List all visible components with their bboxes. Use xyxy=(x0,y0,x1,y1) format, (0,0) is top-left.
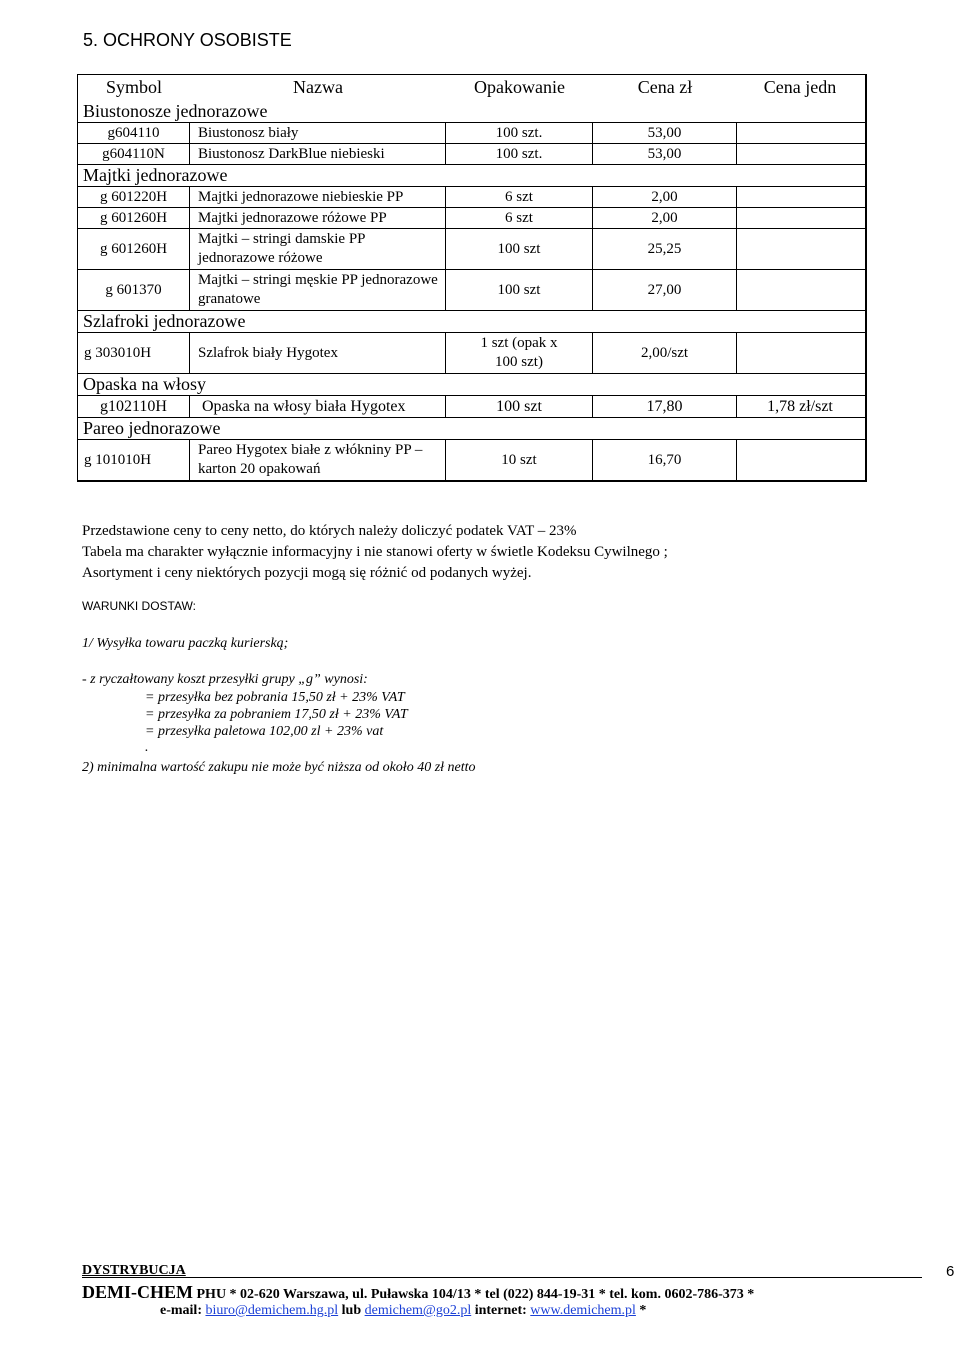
delivery-terms-title: WARUNKI DOSTAW: xyxy=(82,599,196,613)
note-assortment: Asortyment i ceny niektórych pozycji mogą się różnić od podanych wyżej. xyxy=(82,565,532,581)
cell-price: 53,00 xyxy=(593,123,737,143)
header-symbol: Symbol xyxy=(105,77,162,97)
cell-pack: 1 szt (opak x 100 szt) xyxy=(446,333,593,373)
cell-price: 16,70 xyxy=(593,440,737,480)
cell-name: Szlafrok biały Hygotex xyxy=(190,333,446,373)
cell-symbol: g604110N xyxy=(78,144,190,164)
cell-name: Majtki jednorazowe niebieskie PP xyxy=(190,187,446,207)
cell-symbol: g 601220H xyxy=(78,187,190,207)
section-title: Majtki jednorazowe xyxy=(78,164,865,186)
email-link-2[interactable]: demichem@go2.pl xyxy=(364,1303,472,1318)
shipping-line: = przesyłka za pobraniem 17,50 zł + 23% VAT xyxy=(145,707,408,722)
shipping-line: 2) minimalna wartość zakupu nie może być niższa od około 40 zł netto xyxy=(82,760,476,775)
cell-name: Majtki – stringi damskie PP jednorazowe różowe xyxy=(190,229,446,269)
cell-unit: 1,78 zł/szt xyxy=(767,397,833,415)
table-row xyxy=(78,439,865,480)
table-row xyxy=(78,122,865,143)
cell-name: Pareo Hygotex białe z włókniny PP – karton 20 opakowań xyxy=(190,440,446,480)
cell-pack: 10 szt xyxy=(446,440,593,480)
cell-pack: 100 szt xyxy=(446,229,593,269)
cell-name: Majtki jednorazowe różowe PP xyxy=(190,208,446,228)
cell-symbol: g 601260H xyxy=(78,208,190,228)
cell-price: 17,80 xyxy=(593,396,737,417)
page-heading: 5. OCHRONY OSOBISTE xyxy=(83,30,292,50)
footer-star: * xyxy=(635,1303,647,1318)
section-title: Pareo jednorazowe xyxy=(78,417,865,439)
cell-pack: 6 szt xyxy=(446,208,593,228)
footer-links xyxy=(160,1303,646,1319)
shipping-line: - z ryczałtowany koszt przesyłki grupy „g” wynosi: xyxy=(82,672,368,687)
internet-label: internet: xyxy=(471,1303,531,1318)
table-header-row xyxy=(78,75,865,100)
table-row xyxy=(78,332,865,373)
header-price: Cena zł xyxy=(637,77,693,97)
section-title: Biustonosze jednorazowe xyxy=(83,100,268,121)
cell-pack: 100 szt. xyxy=(446,123,593,143)
cell-symbol: g 601370 xyxy=(78,270,190,310)
cell-unit xyxy=(737,208,863,228)
cell-name: Opaska na włosy biała Hygotex xyxy=(190,396,446,417)
table-row xyxy=(78,186,865,207)
cell-pack: 100 szt xyxy=(446,270,593,310)
header-pack: Opakowanie xyxy=(474,77,565,97)
cell-symbol: g 303010H xyxy=(78,333,190,373)
company-name: DEMI-CHEM xyxy=(82,1282,193,1302)
cell-unit xyxy=(737,123,863,143)
footer-contact: PHU * 02-620 Warszawa, ul. Puławska 104/13 * tel (022) 844-19-31 * tel. kom. 0602-786-373 * xyxy=(193,1287,755,1302)
table-row xyxy=(78,395,865,417)
page-number: 6 xyxy=(946,1263,955,1280)
cell-unit xyxy=(737,187,863,207)
cell-unit xyxy=(737,270,863,310)
cell-symbol: g 101010H xyxy=(78,440,190,480)
email-label: e-mail: xyxy=(160,1303,206,1318)
cell-unit xyxy=(737,440,863,480)
cell-price: 25,25 xyxy=(593,229,737,269)
shipping-line: 1/ Wysyłka towaru paczką kurierską; xyxy=(82,636,289,651)
table-row xyxy=(78,207,865,228)
section-title: Szlafroki jednorazowe xyxy=(78,310,865,332)
cell-price: 27,00 xyxy=(593,270,737,310)
cell-unit xyxy=(737,144,863,164)
table-row xyxy=(78,143,865,164)
shipping-line: = przesyłka paletowa 102,00 zl + 23% vat xyxy=(145,724,384,739)
cell-name: Majtki – stringi męskie PP jednorazowe granatowe xyxy=(190,270,446,310)
cell-pack: 100 szt. xyxy=(446,144,593,164)
note-info: Tabela ma charakter wyłącznie informacyjny i nie stanowi oferty w świetle Kodeksu Cywilnego ; xyxy=(82,544,668,560)
section-title: Opaska na włosy xyxy=(78,373,865,395)
cell-unit xyxy=(737,229,863,269)
shipping-dot: . xyxy=(145,740,149,755)
header-name: Nazwa xyxy=(293,77,343,97)
cell-price: 2,00 xyxy=(593,208,737,228)
distribution-label: DYSTRYBUCJA xyxy=(82,1263,186,1278)
cell-pack: 6 szt xyxy=(446,187,593,207)
lub-label: lub xyxy=(338,1303,365,1318)
table-row xyxy=(78,269,865,310)
cell-symbol: g102110H xyxy=(78,396,190,417)
cell-name: Biustonosz DarkBlue niebieski xyxy=(190,144,446,164)
table-row xyxy=(78,228,865,269)
website-link[interactable]: www.demichem.pl xyxy=(530,1303,636,1318)
cell-name: Biustonosz biały xyxy=(190,123,446,143)
shipping-line: = przesyłka bez pobrania 15,50 zł + 23% VAT xyxy=(145,690,405,705)
email-link-1[interactable]: biuro@demichem.hg.pl xyxy=(205,1303,339,1318)
cell-symbol: g604110 xyxy=(78,123,190,143)
cell-price: 53,00 xyxy=(593,144,737,164)
cell-unit xyxy=(737,333,863,373)
cell-symbol: g 601260H xyxy=(78,229,190,269)
footer-address xyxy=(82,1282,754,1303)
footer-divider xyxy=(82,1277,922,1278)
cell-pack: 100 szt xyxy=(446,396,593,417)
cell-price: 2,00/szt xyxy=(593,333,737,373)
cell-price: 2,00 xyxy=(593,187,737,207)
header-unit-price: Cena jedn xyxy=(763,77,837,97)
price-table xyxy=(77,74,867,482)
note-vat: Przedstawione ceny to ceny netto, do których należy doliczyć podatek VAT – 23% xyxy=(82,523,577,539)
